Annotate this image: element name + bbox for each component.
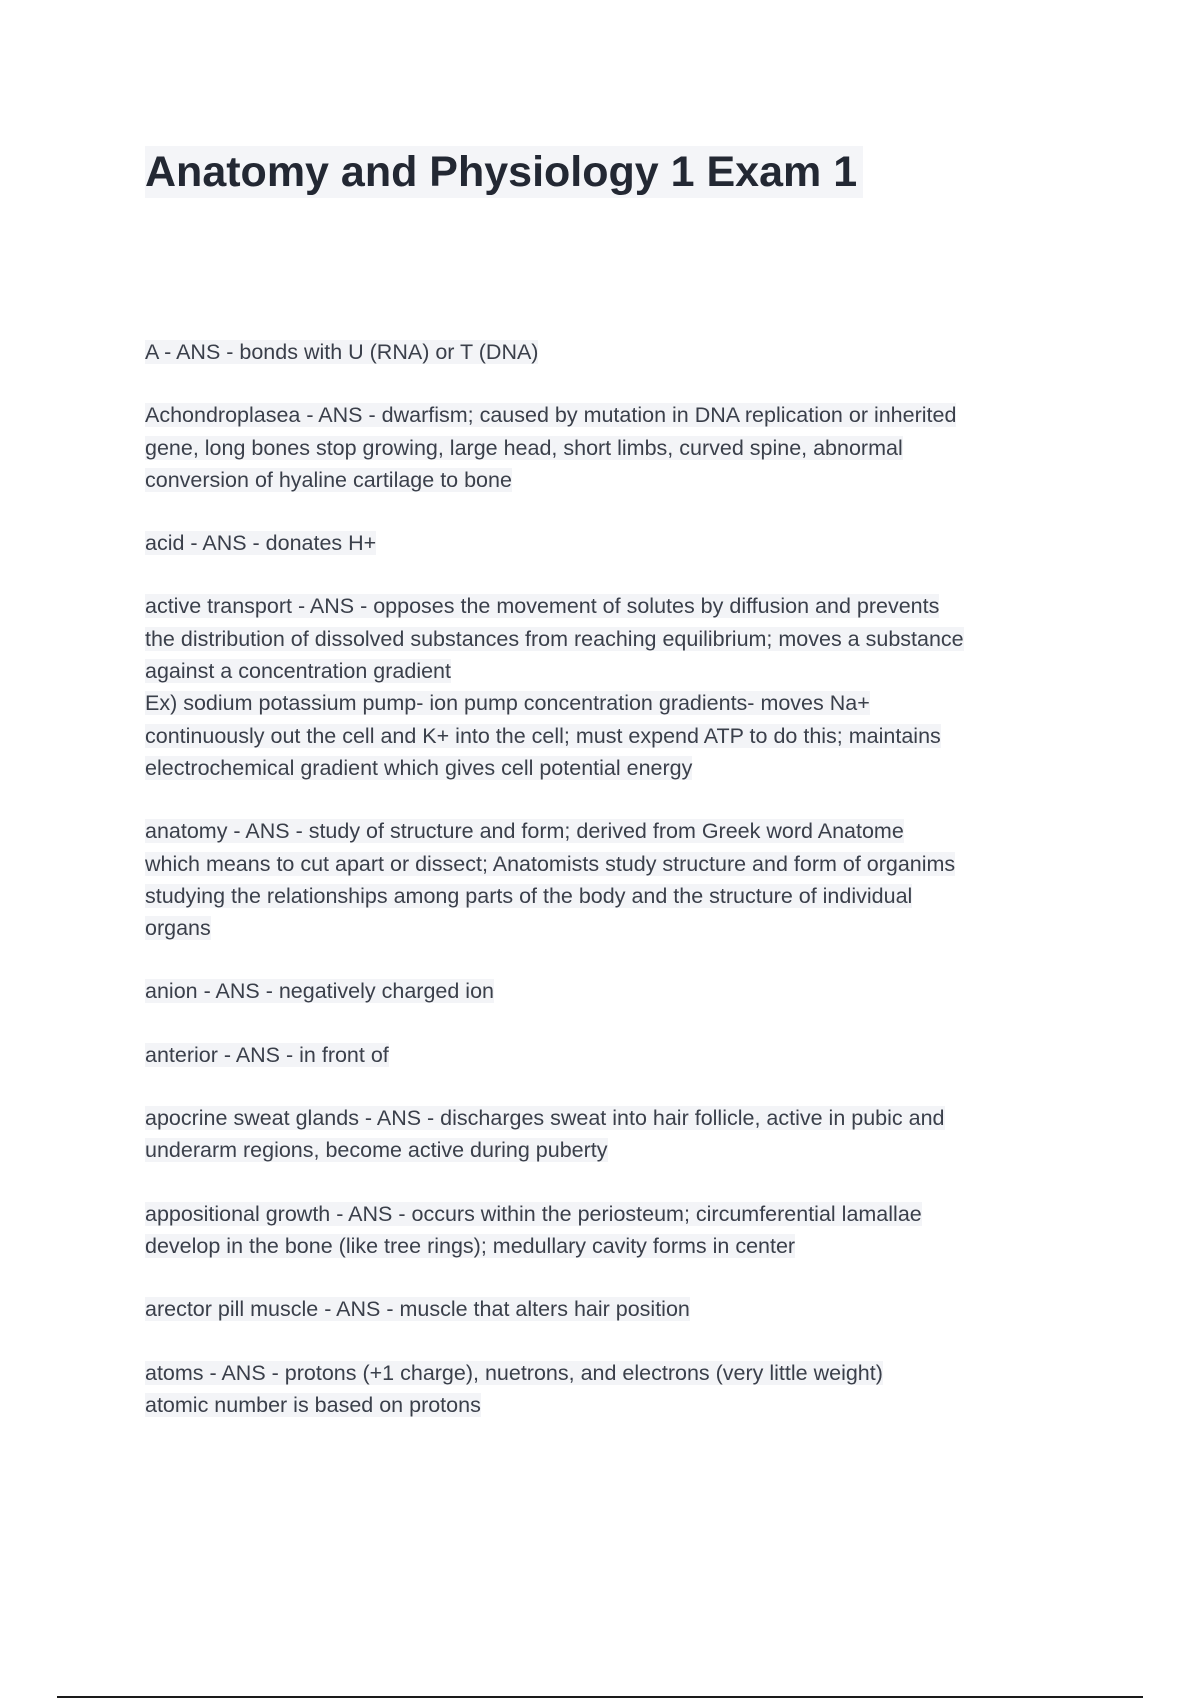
list-item — [145, 590, 1095, 784]
entry-line: acid - ANS - donates H+ — [145, 531, 377, 556]
list-item — [145, 1102, 1095, 1167]
list-item — [145, 336, 1095, 368]
entry-line: which means to cut apart or dissect; Anatomists study structure and form of organims — [145, 851, 956, 876]
list-item — [145, 527, 1095, 559]
entry-line: appositional growth - ANS - occurs within the periosteum; circumferential lamallae — [145, 1201, 922, 1226]
entry-line: Achondroplasea - ANS - dwarfism; caused by mutation in DNA replication or inherited — [145, 403, 957, 428]
entry-line: the distribution of dissolved substances from reaching equilibrium; moves a substance — [145, 626, 964, 651]
list-item — [145, 1293, 1095, 1325]
list-item — [145, 1198, 1095, 1263]
list-item — [145, 1357, 1095, 1422]
entry-line: develop in the bone (like tree rings); medullary cavity forms in center — [145, 1233, 796, 1258]
entry-line: anion - ANS - negatively charged ion — [145, 979, 494, 1004]
entry-line: conversion of hyaline cartilage to bone — [145, 467, 512, 492]
entry-line: anatomy - ANS - study of structure and form; derived from Greek word Anatome — [145, 819, 904, 844]
entry-line: Ex) sodium potassium pump- ion pump concentration gradients- moves Na+ — [145, 691, 870, 716]
list-item — [145, 399, 1095, 496]
entry-line: gene, long bones stop growing, large head, short limbs, curved spine, abnormal — [145, 435, 903, 460]
list-item — [145, 815, 1095, 944]
entry-line: A - ANS - bonds with U (RNA) or T (DNA) — [145, 340, 539, 364]
entry-line: anterior - ANS - in front of — [145, 1042, 389, 1067]
entry-line: active transport - ANS - opposes the movement of solutes by diffusion and prevents — [145, 594, 940, 619]
entry-line: electrochemical gradient which gives cell potential energy — [145, 755, 693, 780]
entry-line: arector pill muscle - ANS - muscle that alters hair position — [145, 1297, 690, 1322]
list-item — [145, 975, 1095, 1007]
entry-line: underarm regions, become active during puberty — [145, 1138, 608, 1163]
entry-line: atomic number is based on protons — [145, 1392, 481, 1417]
entry-line: organs — [145, 916, 211, 941]
entry-line: apocrine sweat glands - ANS - discharges sweat into hair follicle, active in pubic and — [145, 1106, 945, 1131]
entry-line: against a concentration gradient — [145, 659, 451, 684]
document-title: Anatomy and Physiology 1 Exam 1 — [145, 146, 863, 198]
entry-line: atoms - ANS - protons (+1 charge), nuetrons, and electrons (very little weight) — [145, 1360, 883, 1385]
list-item — [145, 1039, 1095, 1071]
footer-divider — [57, 1696, 1143, 1698]
entry-line: continuously out the cell and K+ into the cell; must expend ATP to do this; maintains — [145, 723, 941, 748]
flashcard-list — [145, 336, 1095, 1452]
entry-line: studying the relationships among parts of the body and the structure of individual — [145, 883, 913, 908]
